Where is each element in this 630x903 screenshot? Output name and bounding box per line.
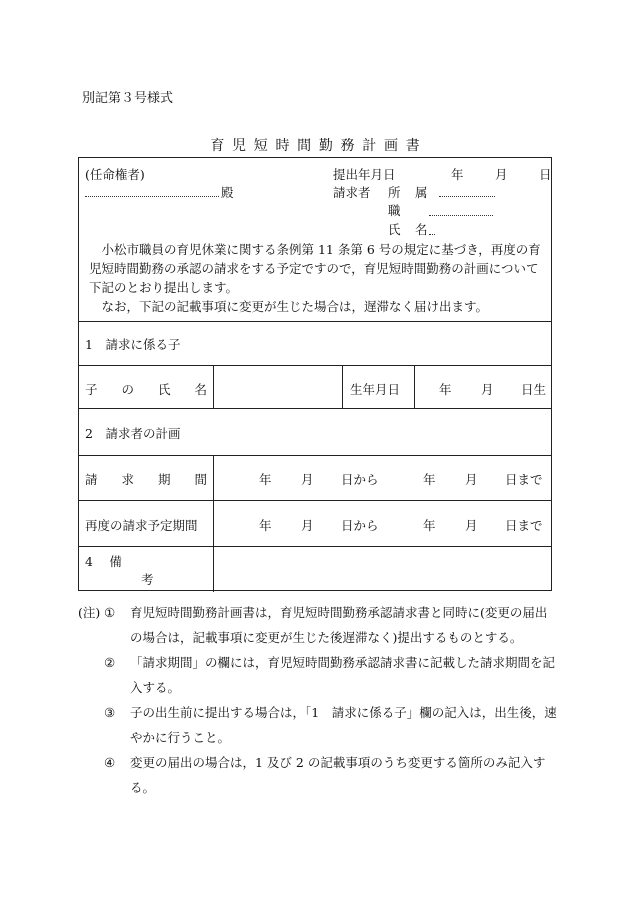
- position-field[interactable]: [429, 215, 493, 216]
- request-period-label: 請 求 期 間: [85, 472, 207, 487]
- document-title: 育児短時間勤務計画書: [210, 138, 428, 154]
- note-item: [78, 700, 558, 750]
- name-label-2: 名: [415, 222, 428, 237]
- child-name-field[interactable]: [216, 368, 340, 405]
- submit-year[interactable]: 年: [451, 167, 464, 182]
- honorific: 殿: [221, 185, 234, 200]
- remarks-field[interactable]: [216, 549, 550, 589]
- declaration-text: [89, 240, 545, 316]
- re-to-month[interactable]: 月: [465, 518, 478, 533]
- period-from-day[interactable]: 日から: [341, 472, 379, 487]
- note-text: 「請求期間」の欄には，育児短時間勤務承認請求書に記載した請求期間を記入する。: [130, 655, 556, 695]
- appointer-label: (任命権者): [85, 167, 145, 182]
- birth-year[interactable]: 年: [439, 382, 452, 397]
- re-from-year[interactable]: 年: [259, 518, 272, 533]
- birth-day[interactable]: 日生: [521, 382, 547, 397]
- period-to-year[interactable]: 年: [423, 472, 436, 487]
- affiliation-label-2: 属: [415, 185, 428, 200]
- submit-day[interactable]: 日: [539, 167, 552, 182]
- remarks-label-bottom: 考: [141, 572, 154, 587]
- declaration-paragraph-1: 小松市職員の育児休業に関する条例第 11 条第 6 号の規定に基づき，再度の育児短時間勤務の承認の請求をする予定ですので，育児短時間勤務の計画について下記のとおり提出します。: [89, 242, 541, 295]
- section2-title: 2 請求者の計画: [85, 426, 181, 441]
- note-mark: ②: [104, 655, 116, 670]
- note-text: 育児短時間勤務計画書は，育児短時間勤務承認請求書と同時に(変更の届出の場合は，記載事項に変更が生じた後遅滞なく)提出するものとする。: [130, 605, 548, 645]
- requester-label: 請求者: [333, 185, 371, 200]
- divider: [79, 455, 551, 456]
- re-request-period-label: 再度の請求予定期間: [85, 518, 198, 533]
- note-mark: ④: [104, 755, 116, 770]
- note-item: [78, 750, 558, 800]
- divider: [79, 321, 551, 322]
- name-field[interactable]: [429, 234, 435, 235]
- note-mark: ③: [104, 705, 116, 720]
- note-item: [78, 600, 558, 650]
- position-label: 職: [388, 203, 401, 218]
- affiliation-label-1: 所: [388, 185, 401, 200]
- form-number: 別記第３号様式: [82, 91, 174, 106]
- notes: [78, 600, 558, 800]
- birth-month[interactable]: 月: [481, 382, 494, 397]
- child-name-label: 子 の 氏 名: [85, 382, 207, 397]
- appointer-field[interactable]: [85, 196, 219, 197]
- section1-title: 1 請求に係る子: [85, 337, 181, 352]
- re-to-day[interactable]: 日まで: [505, 518, 543, 533]
- period-to-day[interactable]: 日まで: [505, 472, 543, 487]
- notes-prefix: (注): [78, 605, 101, 620]
- name-label-1: 氏: [388, 222, 401, 237]
- declaration-paragraph-2: なお，下記の記載事項に変更が生じた場合は，遅滞なく届け出ます。: [101, 299, 489, 314]
- divider: [79, 365, 551, 366]
- re-from-day[interactable]: 日から: [341, 518, 379, 533]
- submit-date-label: 提出年月日: [333, 167, 396, 182]
- remarks-label-top: 4 備: [85, 554, 122, 569]
- note-text: 子の出生前に提出する場合は，「1 請求に係る子」欄の記入は，出生後，速やかに行うこと。: [130, 705, 557, 745]
- birthdate-label: 生年月日: [350, 382, 401, 397]
- note-mark: ①: [104, 605, 116, 620]
- re-to-year[interactable]: 年: [423, 518, 436, 533]
- divider: [79, 546, 551, 547]
- divider: [79, 500, 551, 501]
- form-table: [78, 157, 552, 591]
- period-to-month[interactable]: 月: [465, 472, 478, 487]
- note-text: 変更の届出の場合は，1 及び 2 の記載事項のうち変更する箇所のみ記入する。: [130, 755, 546, 795]
- submit-month[interactable]: 月: [495, 167, 508, 182]
- affiliation-field[interactable]: [439, 196, 495, 197]
- period-from-month[interactable]: 月: [301, 472, 314, 487]
- re-from-month[interactable]: 月: [301, 518, 314, 533]
- divider: [79, 408, 551, 409]
- note-item: [78, 650, 558, 700]
- period-from-year[interactable]: 年: [259, 472, 272, 487]
